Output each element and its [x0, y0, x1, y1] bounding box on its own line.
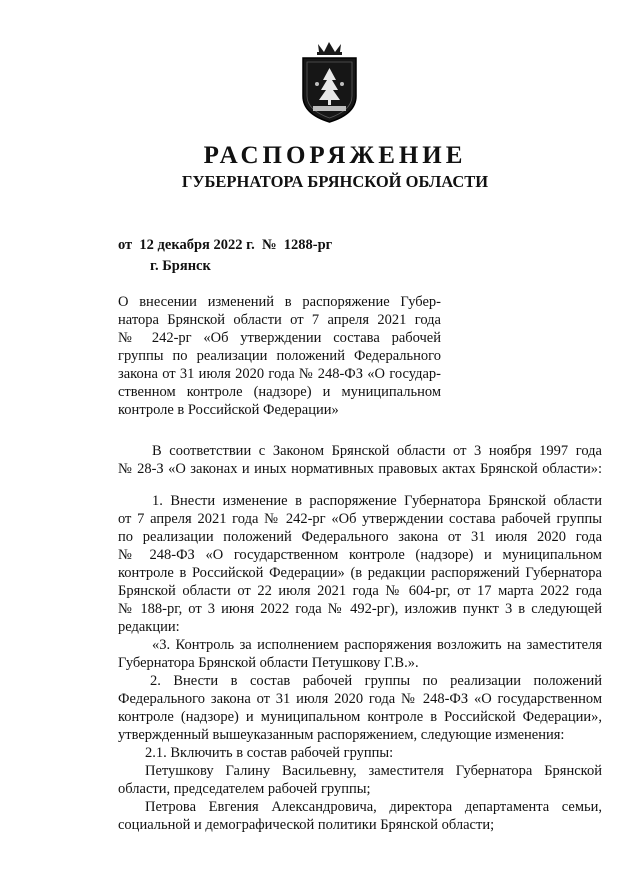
member-1-line: области, председателем рабочей группы; [118, 781, 371, 797]
item-2-line: контроле (надзоре) и муниципальном контроле в Российской Федерации», [118, 709, 602, 725]
coat-of-arms-emblem [299, 38, 360, 123]
subject-line: натора Брянской области от 7 апреля 2021 года [118, 312, 441, 328]
document-date-number: от 12 декабря 2022 г. № 1288-рг [118, 237, 333, 253]
member-2-line: социальной и демографической политики Брянской области; [118, 817, 495, 833]
item-1-line: № 188-рг, от 3 июня 2022 года № 492-рг), изложив пункт 3 в следующей [118, 601, 602, 617]
item-1-line: № 248-ФЗ «О государственном контроле (надзоре) и муниципальном [118, 547, 602, 563]
item-2-line: 2. Внести в состав рабочей группы по реализации положений [150, 673, 602, 689]
item-1-line: по реализации положений Федерального закона от 31 июля 2020 года [118, 529, 602, 545]
subject-line: ственном контроле (надзоре) и муниципальном [118, 384, 441, 400]
preamble-line: № 28-З «О законах и иных нормативных правовых актах Брянской области»: [118, 461, 602, 477]
item-1-quote-line: Губернатора Брянской области Петушкову Г.В.». [118, 655, 419, 671]
item-1-line: Брянской области от 22 июля 2021 года № 604-рг, от 17 марта 2022 года [118, 583, 602, 599]
subject-line: № 242-рг «Об утверждении состава рабочей [118, 330, 441, 346]
document-subtitle: ГУБЕРНАТОРА БРЯНСКОЙ ОБЛАСТИ [181, 172, 489, 191]
document-title: РАСПОРЯЖЕНИЕ [203, 142, 467, 169]
item-1-quote-line: «3. Контроль за исполнением распоряжения возложить на заместителя [152, 637, 602, 653]
item-1-line: 1. Внести изменение в распоряжение Губернатора Брянской области [152, 493, 602, 509]
subject-line: контроле в Российской Федерации» [118, 402, 339, 418]
subject-line: закона от 31 июля 2020 года № 248-ФЗ «О государ- [118, 366, 441, 382]
subject-line: О внесении изменений в распоряжение Губер- [118, 294, 441, 310]
item-1-line: от 7 апреля 2021 года № 242-рг «Об утверждении состава рабочей группы [118, 511, 602, 527]
item-1-line: редакции: [118, 619, 180, 635]
item-2-line: утвержденный вышеуказанным распоряжением, следующие изменения: [118, 727, 565, 743]
subject-line: группы по реализации положений Федерального [118, 348, 441, 364]
item-2-1-line: 2.1. Включить в состав рабочей группы: [145, 745, 394, 761]
document-city: г. Брянск [150, 258, 211, 274]
item-2-line: Федерального закона от 31 июля 2020 года № 248-ФЗ «О государственном [118, 691, 602, 707]
item-1-line: контроле в Российской Федерации» (в редакции распоряжений Губернатора [118, 565, 602, 581]
preamble-line: В соответствии с Законом Брянской области от 3 ноября 1997 года [152, 443, 602, 459]
member-2-line: Петрова Евгения Александровича, директора департамента семьи, [145, 799, 602, 815]
member-1-line: Петушкову Галину Васильевну, заместителя Губернатора Брянской [145, 763, 602, 779]
